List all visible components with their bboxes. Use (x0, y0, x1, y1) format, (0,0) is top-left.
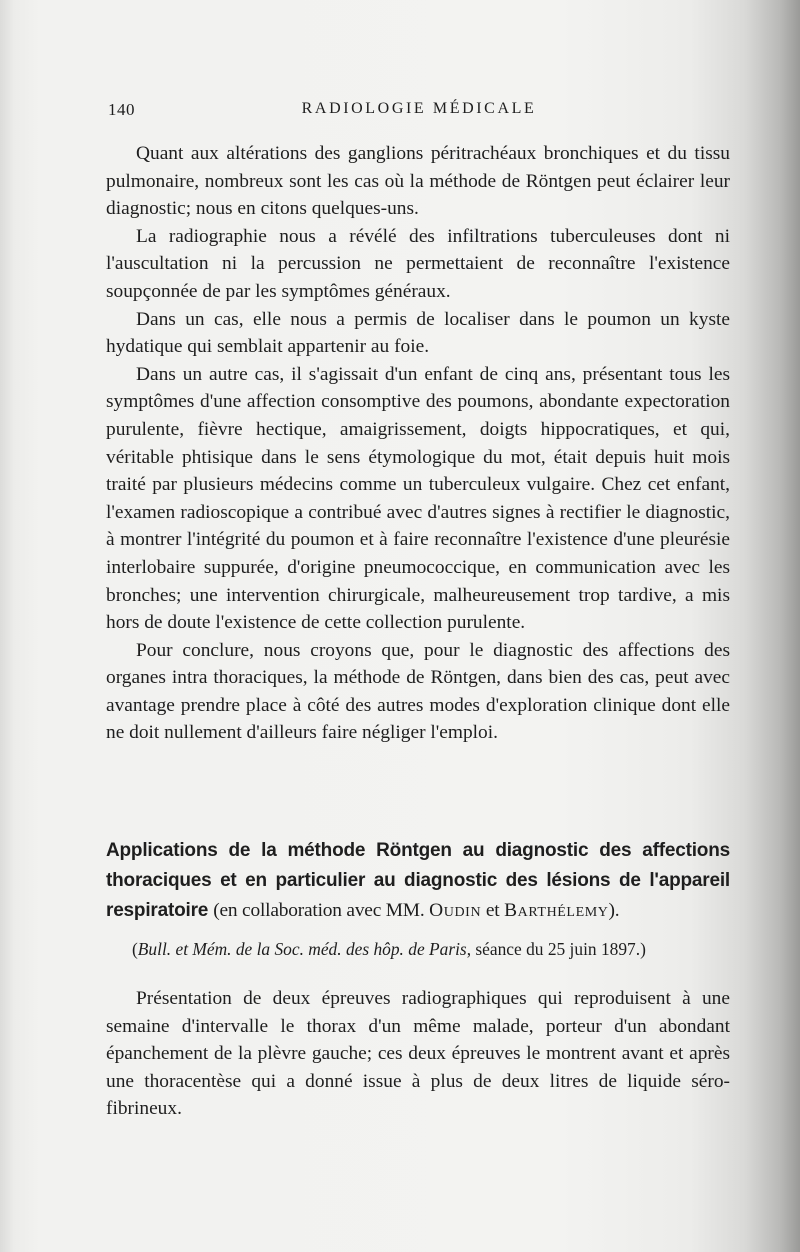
author-barthelemy: Barthélemy (504, 900, 609, 921)
author-connector: et (485, 900, 500, 921)
collaboration-note (213, 900, 619, 921)
author-oudin: Oudin (429, 900, 482, 921)
citation-close-paren: ) (640, 939, 646, 959)
paragraph-kyste: Dans un cas, elle nous a permis de localiser dans le poumon un kyste hydatique qui semblait appartenir au foie. (106, 308, 730, 358)
citation (106, 936, 730, 962)
main-text (106, 140, 730, 747)
paragraph-enfant: Dans un autre cas, il s'agissait d'un enfant de cinq ans, présentant tous les symptômes d'une affection consomptive des poumons, abondante expectoration purulente, fièvre hectique, amaigrissement, doigts hippocratiques, et qui, véritable phtisique dans le sens étymologique du mot, était depuis huit mois traité par plusieurs médecins comme un tuberculeux vulgaire. Chez cet enfant, l'examen radioscopique a contribué avec d'autres signes à rectifier le diagnostic, à montrer l'intégrité du poumon et à faire reconnaître l'existence d'une pleurésie interlobaire suppurée, d'origine pneumococcique, en communication avec les bronches; une intervention chirurgicale, malheureusement trop tardive, a mis hors de doute l'existence de cette collection purulente. (106, 363, 730, 634)
collaboration-prefix: (en collaboration avec MM. (213, 900, 425, 921)
section-title: Applications de la méthode Röntgen au diagnostic des affections thoraciques et en particulier au diagnostic des lésions de l'appareil respiratoire (106, 840, 730, 921)
citation-source: Bull. et Mém. de la Soc. méd. des hôp. de Paris (137, 939, 467, 959)
running-title: RADIOLOGIE MÉDICALE (301, 100, 537, 117)
page-edge-shadow (0, 0, 14, 1252)
citation-session: , séance du 25 juin 1897. (466, 939, 641, 959)
section-text (106, 985, 730, 1123)
citation-open-paren: ( (132, 939, 138, 959)
paragraph-infiltrations: La radiographie nous a révélé des infiltrations tuberculeuses dont ni l'auscultation ni la percussion ne permettaient de reconnaître l'existence soupçonnée de par les symptômes généraux. (106, 225, 730, 302)
paragraph-ganglions: Quant aux altérations des ganglions péritrachéaux bronchiques et du tissu pulmonaire, nombreux sont les cas où la méthode de Röntgen peut éclairer leur diagnostic; nous en citons quelques-uns. (106, 143, 730, 220)
paragraph-conclusion: Pour conclure, nous croyons que, pour le diagnostic des affections des organes intra thoraciques, la méthode de Röntgen, dans bien des cas, peut avec avantage prendre place à côté des autres modes d'exploration clinique dont elle ne doit nullement d'ailleurs faire négliger l'emploi. (106, 639, 730, 744)
page-number: 140 (108, 100, 135, 119)
collaboration-suffix: ). (608, 900, 620, 921)
section-heading (106, 836, 730, 926)
paragraph-presentation: Présentation de deux épreuves radiographiques qui reproduisent à une semaine d'intervalle le thorax d'un même malade, porteur d'un abondant épanchement de la plèvre gauche; ces deux épreuves le montrent avant et après une thoracentèse qui a donné issue à plus de deux litres de liquide séro-fibrineux. (106, 988, 730, 1120)
running-head (108, 100, 730, 124)
